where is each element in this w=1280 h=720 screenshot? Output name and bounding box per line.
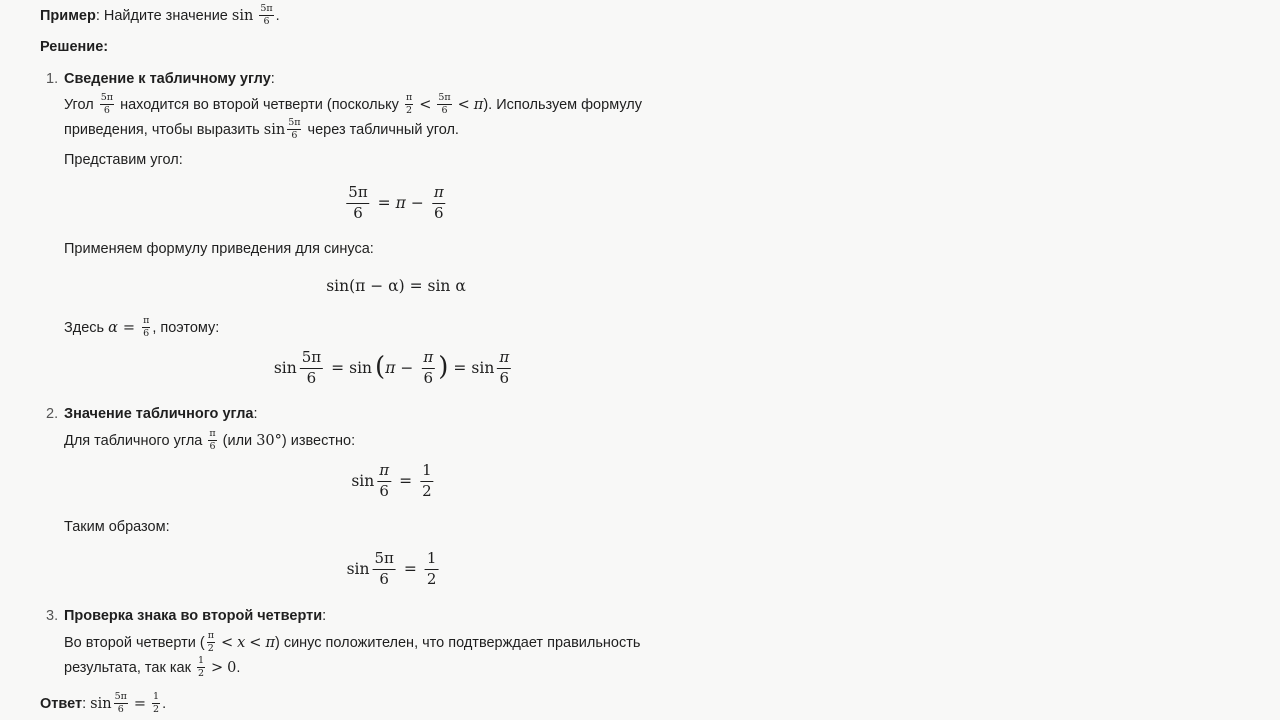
frac-5pi-6: $\frac{5\pi}{6}$ bbox=[438, 92, 451, 116]
step1-represent: Представим угол: bbox=[64, 152, 183, 168]
step3-number: 3. bbox=[46, 608, 59, 624]
frac-pi-2: $\frac{\pi}{2}$ bbox=[207, 630, 214, 654]
step2-thus: Таким образом: bbox=[64, 519, 170, 535]
step3-title: Проверка знака во второй четверти: bbox=[64, 608, 327, 624]
step3-line2: результата, так как $\frac{1}{2}$ > 0. bbox=[64, 655, 241, 679]
example-text: : Найдите значение bbox=[95, 7, 232, 24]
step1-line1: Угол $\frac{5\pi}{6}$ находится во второй четверти (поскольку $\frac{\pi}{2}$ < $\frac{5\pi}{6}$ < π). Используем формулу bbox=[64, 92, 642, 116]
step2-number: 2. bbox=[46, 406, 59, 422]
frac-1-2: $\frac{1}{2}$ bbox=[197, 655, 204, 679]
step1-number: 1. bbox=[46, 71, 59, 87]
display-sin-pi-6: sin $\frac{\pi}{6}$ = $\frac{1}{2}$ bbox=[351, 461, 432, 500]
frac-pi-6: $\frac{\pi}{6}$ bbox=[143, 315, 150, 339]
solution-label: Решение: bbox=[40, 39, 109, 55]
step1-title: Сведение к табличному углу: bbox=[64, 71, 275, 87]
example-sin: sin bbox=[231, 7, 254, 24]
display-reduction-formula: sin(π − α) = sin α bbox=[326, 277, 466, 295]
frac-pi-6: $\frac{\pi}{6}$ bbox=[209, 428, 216, 452]
example-label: Пример bbox=[40, 7, 96, 24]
frac-5pi-6: $\frac{5\pi}{6}$ bbox=[114, 691, 127, 715]
step2-title: Значение табличного угла: bbox=[64, 406, 258, 422]
step3-line1: Во второй четверти ( $\frac{\pi}{2}$ < x < π) синус положителен, что подтверждает правильность bbox=[64, 630, 641, 654]
step2-line1: Для табличного угла $\frac{\pi}{6}$ (или 30°) известно: bbox=[64, 428, 356, 452]
display-angle-decomposition: $\frac{5\pi}{6}$ = π − $\frac{\pi}{6}$ bbox=[348, 183, 444, 222]
frac-pi-2: $\frac{\pi}{2}$ bbox=[405, 92, 413, 116]
display-result: sin $\frac{5\pi}{6}$ = $\frac{1}{2}$ bbox=[346, 549, 437, 588]
display-sin-reduction: sin $\frac{5\pi}{6}$ = sin ( π − $\frac{\pi}{6}$ ) = sin $\frac{\pi}{6}$ bbox=[273, 348, 510, 387]
step1-apply: Применяем формулу приведения для синуса: bbox=[64, 241, 374, 257]
step1-here: Здесь α = $\frac{\pi}{6}$ , поэтому: bbox=[64, 315, 220, 339]
frac-5pi-6: $\frac{5\pi}{6}$ bbox=[100, 92, 114, 116]
example-line: Пример: Найдите значение sin $\frac{5\pi}{6}$ . bbox=[40, 3, 280, 27]
frac-5pi-6: $\frac{5\pi}{6}$ bbox=[288, 117, 301, 141]
example-fraction: $\frac{5\pi}{6}$ bbox=[260, 3, 273, 27]
step1-line2: приведения, чтобы выразить sin $\frac{5\pi}{6}$ через табличный угол. bbox=[64, 117, 459, 141]
frac-1-2: $\frac{1}{2}$ bbox=[153, 691, 160, 715]
answer-line: Ответ: sin $\frac{5\pi}{6}$ = $\frac{1}{2}$ . bbox=[40, 691, 167, 715]
